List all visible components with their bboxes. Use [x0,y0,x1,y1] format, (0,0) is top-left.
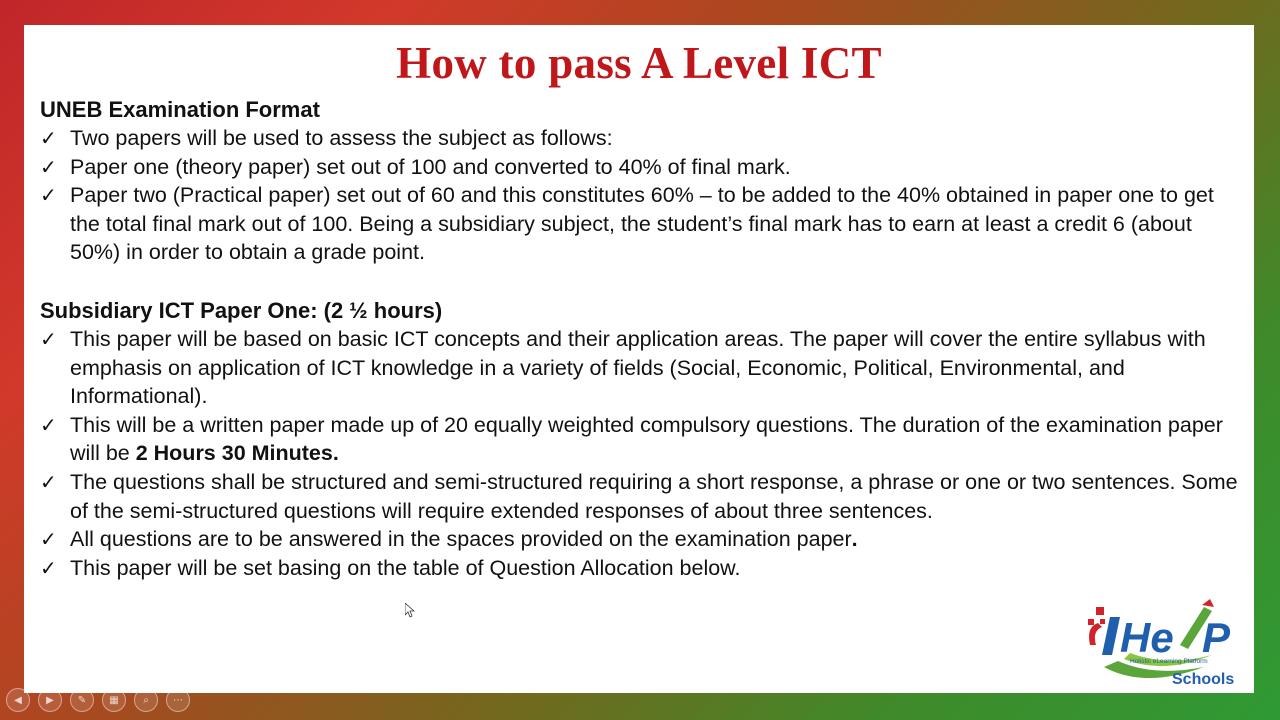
list-item: ✓ All questions are to be answered in the spaces provided on the examination paper. [40,525,1240,554]
exam-format-list [40,124,1240,267]
help-schools-logo [1084,597,1244,689]
zoom-icon[interactable]: ⌕ [134,688,158,712]
section-heading-exam-format: UNEB Examination Format [40,97,320,122]
check-icon: ✓ [40,469,57,494]
list-item: ✓ This paper will be based on basic ICT concepts and their application areas. The paper will cover the entire syllabus with emphasis on application of ICT knowledge in a variety of fields (Social, Economic, Political, Environmental, and Informational). [40,326,1206,409]
slide-title: How to pass A Level ICT [396,38,882,88]
next-icon[interactable]: ▶ [38,688,62,712]
slides-icon[interactable]: ▦ [102,688,126,712]
list-item: ✓ Paper two (Practical paper) set out of 60 and this constitutes 60% – to be added to the 40% obtained in paper one to get the total final mark out of 100. Being a subsidiary subject, the student’s final mark has to earn at least a credit 6 (about 50%) in order to obtain a grade point. [40,183,1214,265]
svg-text:Holistic eLearning Platform: Holistic eLearning Platform [1130,658,1208,665]
mouse-cursor-icon [405,603,415,619]
check-icon: ✓ [40,326,57,351]
svg-text:He: He [1120,614,1174,661]
slide-content [40,95,1240,582]
check-icon: ✓ [40,412,57,437]
list-item: ✓ Paper one (theory paper) set out of 100 and converted to 40% of final mark. [40,153,1240,182]
list-item: ✓ Two papers will be used to assess the subject as follows: [40,124,1240,153]
svg-text:Schools: Schools [1172,671,1235,688]
check-icon: ✓ [40,126,57,150]
list-item: ✓ This will be a written paper made up of 20 equally weighted compulsory questions. The duration of the examination paper will be 2 Hours 30 Minutes. [40,412,1223,466]
paper-one-list [40,325,1240,582]
check-icon: ✓ [40,555,57,580]
slide [24,25,1254,693]
section-heading-paper-one: Subsidiary ICT Paper One: (2 ½ hours) [40,297,443,323]
svg-text:P: P [1202,614,1231,661]
pen-icon[interactable]: ✎ [70,688,94,712]
list-item: ✓ The questions shall be structured and semi-structured requiring a short response, a phrase or one or two sentences. Some of the semi-structured questions will require extended responses of about three sentences. [40,469,1238,523]
presentation-controls [6,688,190,712]
previous-icon[interactable]: ◀ [6,688,30,712]
more-icon[interactable]: ⋯ [166,688,190,712]
check-icon: ✓ [40,154,57,179]
duration-emphasis: 2 Hours 30 Minutes. [135,441,339,466]
list-item: ✓ This paper will be set basing on the table of Question Allocation below. [40,554,1240,583]
check-icon: ✓ [40,527,57,552]
check-icon: ✓ [40,183,57,208]
